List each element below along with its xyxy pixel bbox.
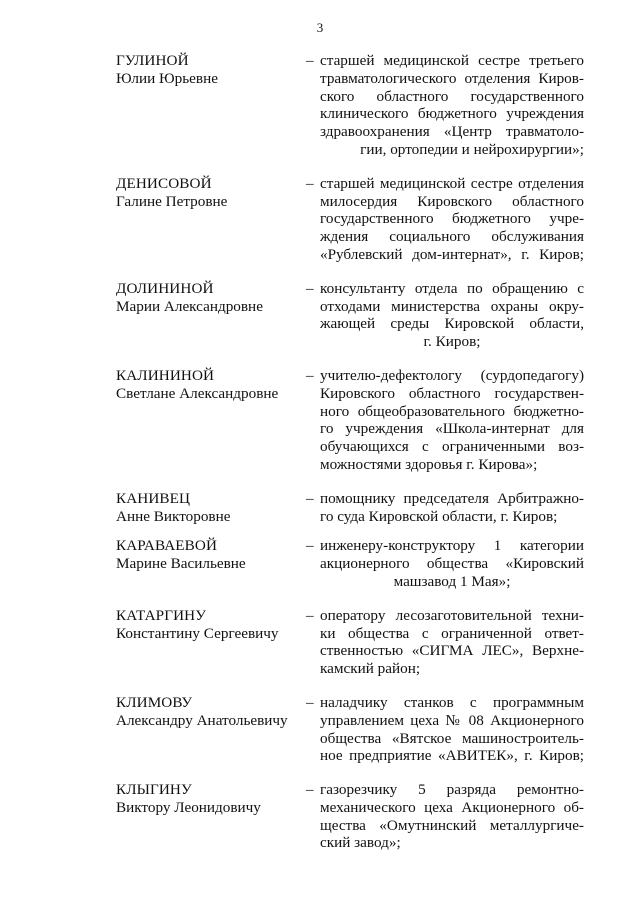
dash: –	[306, 537, 314, 555]
description-line: общества «Вятское машиностроитель-	[320, 729, 584, 747]
description-line: учителю-дефектологу (сурдопедагогу)	[320, 366, 584, 384]
description-line: консультанту отдела по обращению с	[320, 279, 584, 297]
dash: –	[306, 781, 314, 799]
dash: –	[306, 489, 314, 507]
given-name: Галине Петровне	[116, 192, 228, 210]
description-line: го учреждения «Школа-интернат для	[320, 420, 584, 438]
list-entry	[116, 175, 596, 264]
surname: КАРАВАЕВОЙ	[116, 537, 218, 555]
list-entry	[116, 52, 596, 159]
page-number: 3	[316, 20, 324, 35]
person-name	[116, 607, 306, 678]
description-line: милосердия Кировского областного	[320, 192, 584, 210]
position-description	[320, 537, 584, 590]
description-line: ский завод»;	[320, 834, 401, 852]
dash: –	[306, 279, 314, 297]
list-entry	[116, 781, 596, 852]
list-entry	[116, 607, 596, 678]
description-line: газорезчику 5 разряда ремонтно-	[320, 781, 584, 799]
description-line: машзавод 1 Мая»;	[393, 572, 511, 590]
position-description	[320, 280, 584, 351]
given-name: Юлии Юрьевне	[116, 69, 218, 87]
description-line: жающей среды Кировской области,	[320, 315, 584, 333]
person-name	[116, 367, 306, 474]
person-name	[116, 537, 306, 590]
list-entry	[116, 280, 596, 351]
surname: КАЛИНИНОЙ	[116, 366, 215, 384]
description-line: щества «Омутнинский металлургиче-	[320, 816, 584, 834]
description-line: ного общеобразовательного бюджетно-	[320, 402, 584, 420]
description-line: акционерного общества «Кировский	[320, 555, 584, 573]
description-line: травматологического отделения Киров-	[320, 69, 584, 87]
surname: КАНИВЕЦ	[116, 489, 191, 507]
description-line: здравоохранения «Центр травматоло-	[320, 123, 584, 141]
description-line: отходами министерства охраны окру-	[320, 297, 584, 315]
surname: КЛЫГИНУ	[116, 781, 192, 799]
description-line: наладчику станков с программным	[320, 693, 584, 711]
surname: ДОЛИНИНОЙ	[116, 279, 214, 297]
description-line: помощнику председателя Арбитражно-	[320, 489, 584, 507]
description-line: можностями здоровья г. Кирова»;	[320, 455, 538, 473]
person-name	[116, 52, 306, 159]
description-line: «Рублевский дом-интернат», г. Киров;	[320, 245, 584, 263]
position-description	[320, 781, 584, 852]
person-name	[116, 781, 306, 852]
award-list	[116, 52, 596, 852]
description-line: обучающихся с ограниченными воз-	[320, 438, 584, 456]
given-name: Александру Анатольевичу	[116, 711, 288, 729]
description-line: гии, ортопедии и нейрохирургии»;	[360, 140, 584, 158]
given-name: Марине Васильевне	[116, 555, 246, 573]
description-line: камский район;	[320, 660, 421, 678]
position-description	[320, 52, 584, 159]
description-line: ждения социального обслуживания	[320, 228, 584, 246]
surname: КАТАРГИНУ	[116, 606, 207, 624]
position-description	[320, 175, 584, 264]
description-line: ского областного государственного	[320, 87, 584, 105]
description-line: ки общества с ограниченной ответ-	[320, 624, 584, 642]
description-line: ное предприятие «АВИТЕК», г. Киров;	[320, 747, 584, 765]
person-name	[116, 490, 306, 526]
description-line: инженеру-конструктору 1 категории	[320, 537, 584, 555]
surname: ГУЛИНОЙ	[116, 52, 189, 69]
given-name: Светлане Александровне	[116, 384, 279, 402]
description-line: государственного бюджетного учре-	[320, 210, 584, 228]
description-line: старшей медицинской сестре отделения	[320, 174, 584, 192]
description-line: го суда Кировской области, г. Киров;	[320, 507, 558, 525]
description-line: механического цеха Акционерного об-	[320, 798, 584, 816]
person-name	[116, 175, 306, 264]
list-entry	[116, 537, 596, 590]
description-line: старшей медицинской сестре третьего	[320, 52, 584, 69]
given-name: Анне Викторовне	[116, 507, 231, 525]
dash: –	[306, 174, 314, 192]
description-line: оператору лесозаготовительной техни-	[320, 606, 584, 624]
given-name: Марии Александровне	[116, 297, 263, 315]
position-description	[320, 490, 584, 526]
list-entry	[116, 367, 596, 474]
dash: –	[306, 52, 314, 69]
person-name	[116, 280, 306, 351]
surname: КЛИМОВУ	[116, 693, 193, 711]
given-name: Константину Сергеевичу	[116, 624, 279, 642]
description-line: Кировского областного государствен-	[320, 384, 584, 402]
description-line: ственностью «СИГМА ЛЕС», Верхне-	[320, 642, 584, 660]
given-name: Виктору Леонидовичу	[116, 798, 261, 816]
person-name	[116, 694, 306, 765]
list-entry	[116, 694, 596, 765]
position-description	[320, 367, 584, 474]
description-line: управлением цеха № 08 Акционерного	[320, 711, 584, 729]
description-line: г. Киров;	[423, 333, 481, 351]
dash: –	[306, 606, 314, 624]
description-line: клинического бюджетного учреждения	[320, 105, 584, 123]
list-entry	[116, 490, 596, 526]
dash: –	[306, 693, 314, 711]
dash: –	[306, 366, 314, 384]
position-description	[320, 607, 584, 678]
position-description	[320, 694, 584, 765]
surname: ДЕНИСОВОЙ	[116, 174, 212, 192]
